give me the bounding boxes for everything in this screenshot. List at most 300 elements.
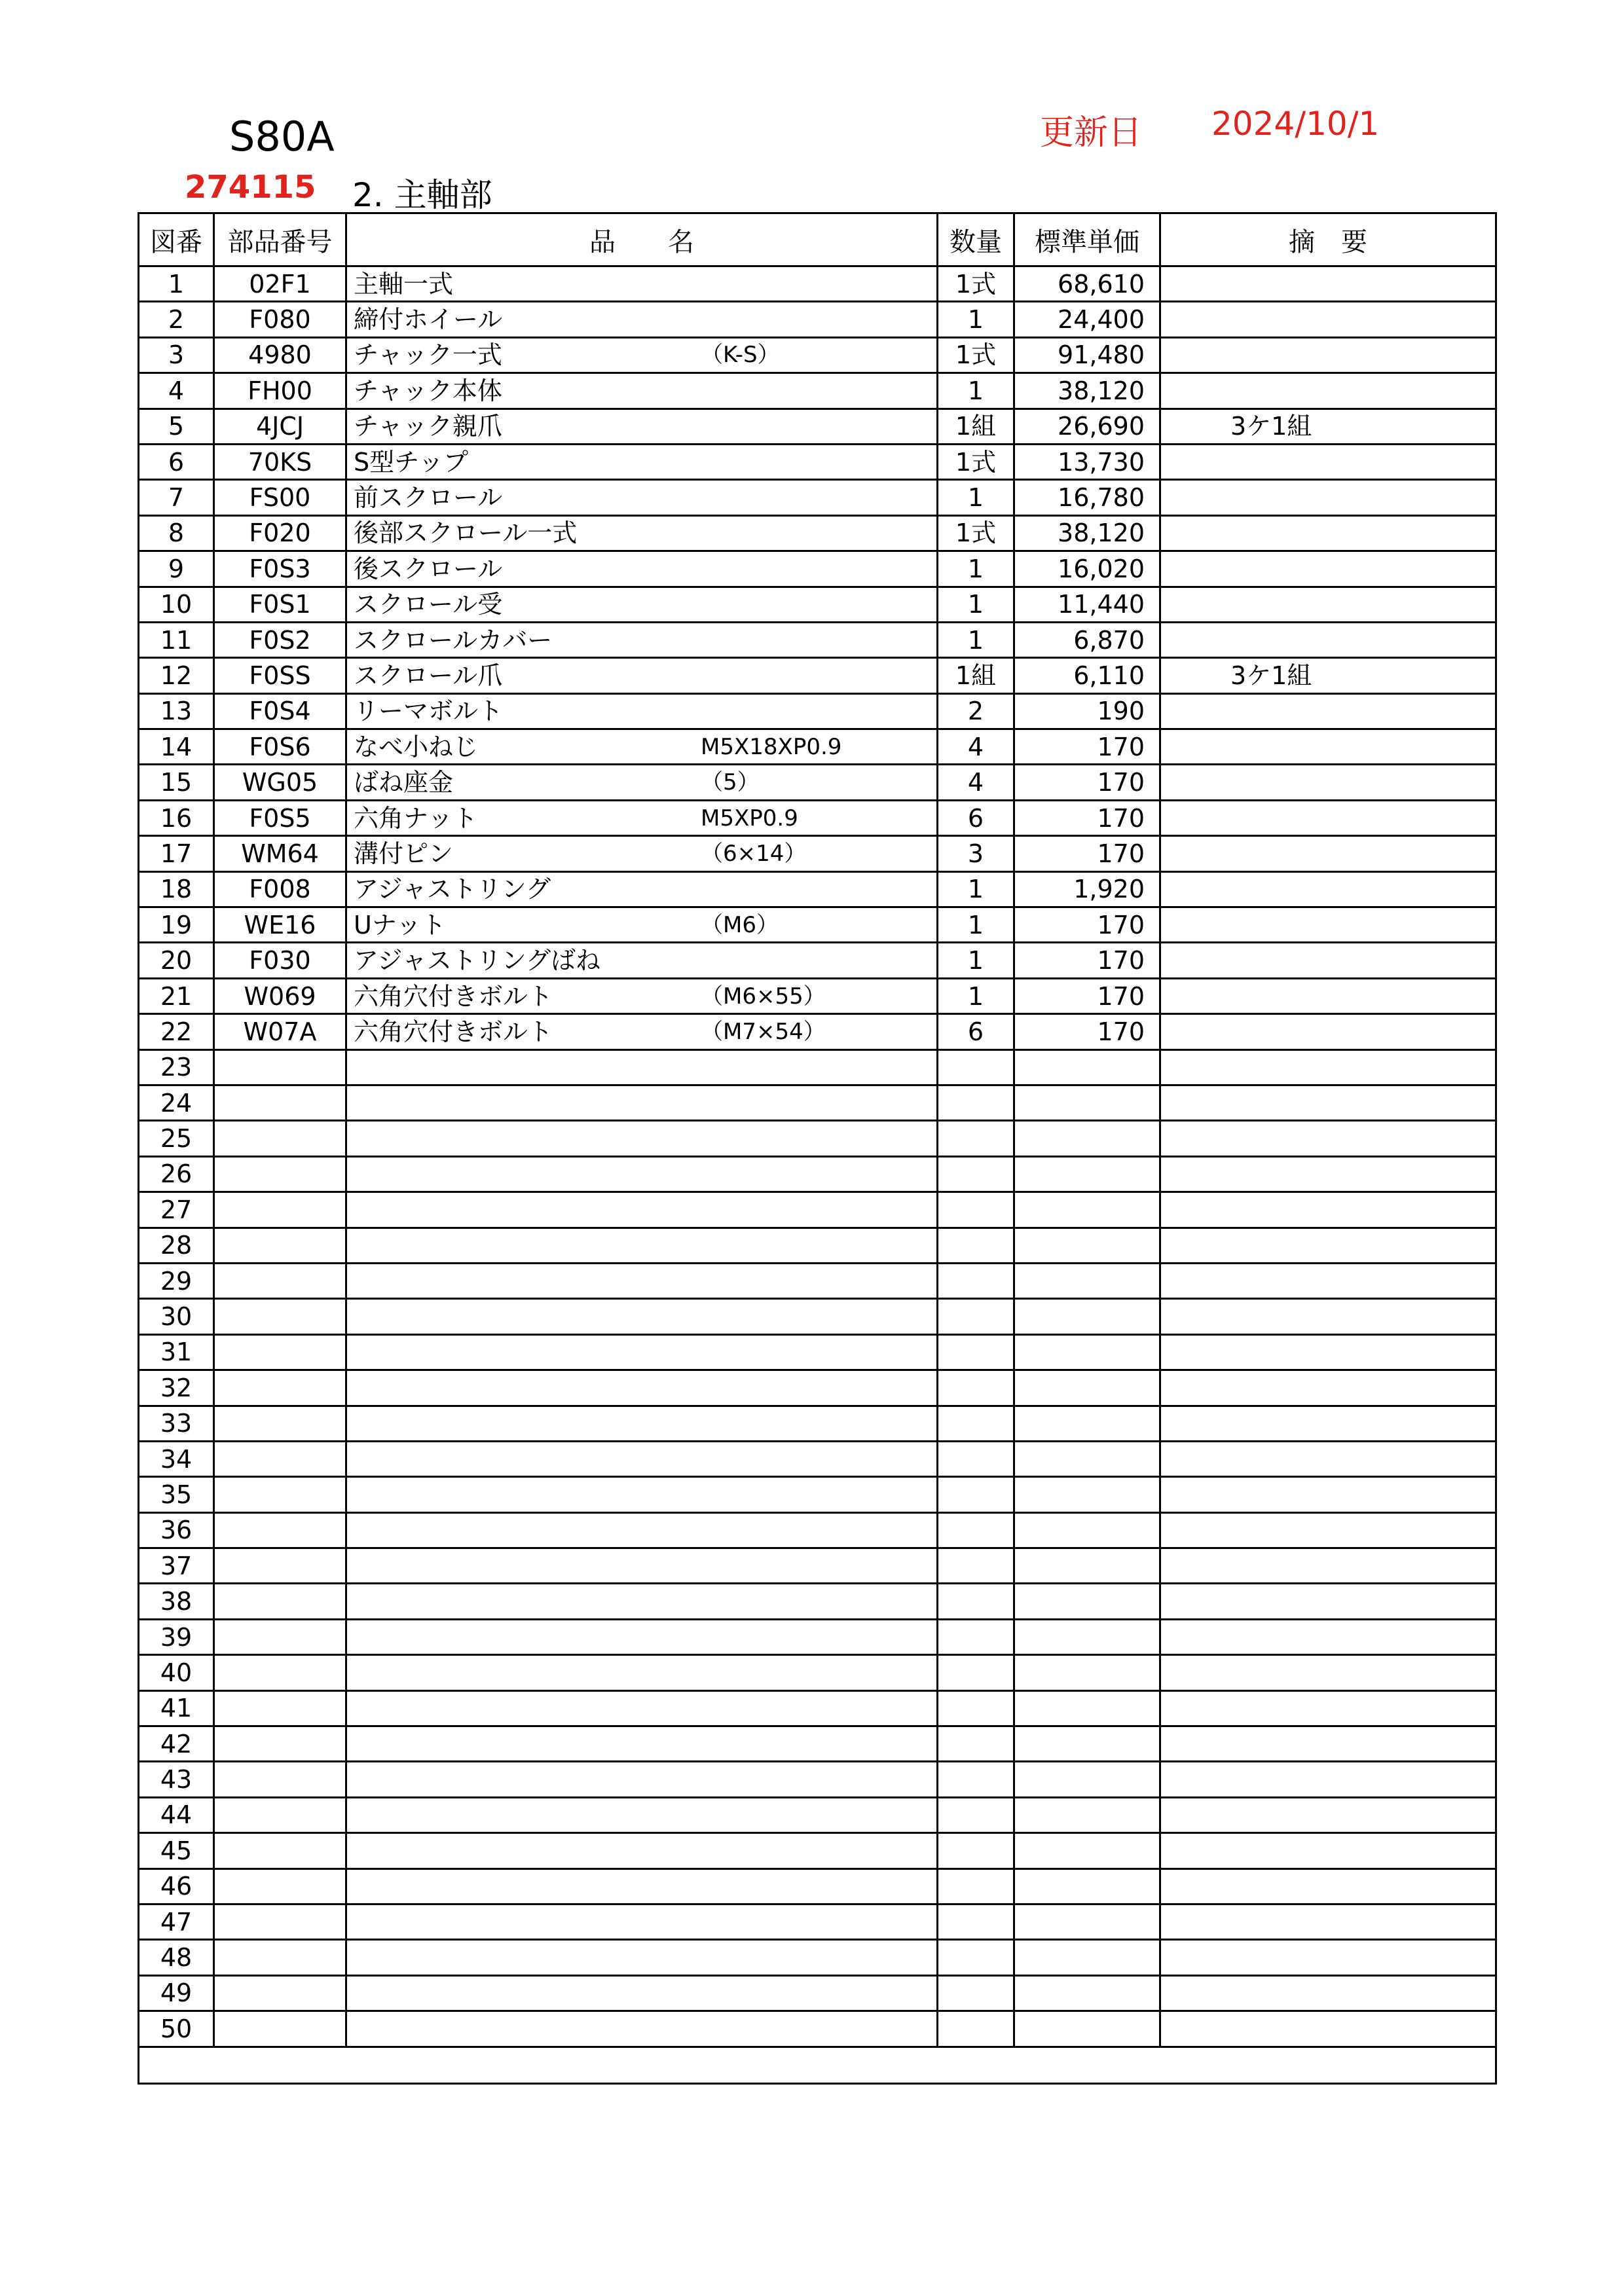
cell-part-number	[214, 1868, 346, 1904]
cell-quantity	[938, 1762, 1014, 1797]
table-row	[139, 1797, 1496, 1832]
cell-quantity	[938, 1619, 1014, 1654]
table-row	[139, 444, 1496, 479]
cell-part-number: WE16	[214, 907, 346, 943]
cell-part-number	[214, 1299, 346, 1334]
cell-note	[1160, 337, 1496, 373]
cell-note	[1160, 1228, 1496, 1263]
cell-part-number: F0SS	[214, 658, 346, 693]
cell-unit-price	[1014, 1263, 1160, 1298]
cell-unit-price	[1014, 1868, 1160, 1904]
cell-unit-price	[1014, 1833, 1160, 1868]
cell-note	[1160, 871, 1496, 907]
cell-note: 3ケ1組	[1160, 658, 1496, 693]
cell-drawing-no: 49	[139, 1975, 214, 2011]
table-row	[139, 1975, 1496, 2011]
cell-drawing-no: 15	[139, 765, 214, 800]
cell-drawing-no: 7	[139, 480, 214, 515]
cell-note	[1160, 1156, 1496, 1192]
cell-unit-price	[1014, 1690, 1160, 1726]
part-spec-text: （5）	[701, 769, 760, 796]
table-row	[139, 337, 1496, 373]
cell-part-name	[346, 302, 938, 337]
table-row	[139, 1868, 1496, 1904]
document-code: 274115	[185, 169, 316, 206]
table-row	[139, 1726, 1496, 1762]
cell-part-name	[346, 409, 938, 444]
cell-drawing-no: 47	[139, 1904, 214, 1939]
cell-part-number	[214, 1940, 346, 1975]
cell-quantity: 4	[938, 765, 1014, 800]
cell-note	[1160, 1904, 1496, 1939]
cell-quantity: 2	[938, 693, 1014, 729]
table-row	[139, 729, 1496, 765]
cell-note	[1160, 551, 1496, 587]
cell-quantity: 1	[938, 373, 1014, 409]
cell-drawing-no: 43	[139, 1762, 214, 1797]
cell-part-number	[214, 1584, 346, 1619]
cell-part-name	[346, 1512, 938, 1548]
part-name-text: 後部スクロール一式	[354, 519, 578, 548]
cell-part-name	[346, 1370, 938, 1406]
part-name-text: Uナット	[354, 910, 447, 939]
cell-quantity	[938, 1975, 1014, 2011]
cell-drawing-no: 50	[139, 2011, 214, 2047]
cell-note	[1160, 1085, 1496, 1120]
cell-part-number: F020	[214, 515, 346, 551]
cell-unit-price	[1014, 1548, 1160, 1584]
part-name-text: スクロール爪	[354, 661, 503, 690]
cell-part-name	[346, 337, 938, 373]
cell-unit-price	[1014, 1192, 1160, 1228]
cell-unit-price: 11,440	[1014, 587, 1160, 622]
cell-drawing-no: 18	[139, 871, 214, 907]
cell-note	[1160, 1512, 1496, 1548]
cell-unit-price: 6,870	[1014, 622, 1160, 657]
cell-drawing-no: 24	[139, 1085, 214, 1120]
cell-part-number: F0S2	[214, 622, 346, 657]
cell-unit-price: 68,610	[1014, 266, 1160, 302]
cell-unit-price	[1014, 1085, 1160, 1120]
part-name-text: 後スクロール	[354, 554, 503, 583]
cell-quantity: 1組	[938, 658, 1014, 693]
cell-drawing-no: 46	[139, 1868, 214, 1904]
cell-unit-price: 170	[1014, 765, 1160, 800]
column-header-part-number: 部品番号	[214, 213, 346, 266]
cell-part-number: F030	[214, 943, 346, 978]
cell-part-number: 4980	[214, 337, 346, 373]
cell-drawing-no: 14	[139, 729, 214, 765]
cell-part-name	[346, 1228, 938, 1263]
footer-cell	[139, 2047, 1496, 2083]
part-spec-text: （6×14）	[701, 840, 807, 867]
cell-quantity	[938, 1584, 1014, 1619]
cell-quantity: 1式	[938, 337, 1014, 373]
cell-unit-price: 6,110	[1014, 658, 1160, 693]
cell-quantity: 6	[938, 1014, 1014, 1049]
cell-part-name	[346, 729, 938, 765]
cell-quantity	[938, 1868, 1014, 1904]
cell-drawing-no: 3	[139, 337, 214, 373]
cell-part-number: 70KS	[214, 444, 346, 479]
cell-unit-price: 170	[1014, 836, 1160, 871]
part-spec-text: （M6×55）	[701, 983, 826, 1010]
cell-unit-price	[1014, 1441, 1160, 1476]
cell-quantity: 4	[938, 729, 1014, 765]
column-header-no: 図番	[139, 213, 214, 266]
cell-quantity	[938, 1085, 1014, 1120]
table-row	[139, 587, 1496, 622]
cell-unit-price: 38,120	[1014, 373, 1160, 409]
cell-part-number	[214, 1512, 346, 1548]
table-row	[139, 800, 1496, 835]
cell-part-name	[346, 551, 938, 587]
cell-quantity	[938, 1334, 1014, 1370]
column-header-note: 摘 要	[1160, 213, 1496, 266]
cell-part-number	[214, 1762, 346, 1797]
cell-drawing-no: 28	[139, 1228, 214, 1263]
cell-unit-price	[1014, 1584, 1160, 1619]
part-name-text: 六角穴付きボルト	[354, 1017, 553, 1046]
cell-part-name	[346, 1548, 938, 1584]
cell-part-number: F0S1	[214, 587, 346, 622]
column-header-name: 品 名	[346, 213, 938, 266]
cell-note	[1160, 302, 1496, 337]
cell-drawing-no: 38	[139, 1584, 214, 1619]
part-name-text: スクロールカバー	[354, 625, 553, 655]
cell-part-number: F0S6	[214, 729, 346, 765]
cell-quantity	[938, 1370, 1014, 1406]
table-row	[139, 907, 1496, 943]
cell-drawing-no: 27	[139, 1192, 214, 1228]
cell-unit-price	[1014, 1334, 1160, 1370]
cell-part-number: FH00	[214, 373, 346, 409]
model-name: S80A	[229, 113, 335, 160]
cell-quantity: 1式	[938, 444, 1014, 479]
table-header-row	[139, 213, 1496, 266]
cell-unit-price: 170	[1014, 978, 1160, 1013]
cell-quantity	[938, 2011, 1014, 2047]
cell-part-name	[346, 1797, 938, 1832]
table-row	[139, 1833, 1496, 1868]
cell-drawing-no: 5	[139, 409, 214, 444]
cell-part-name	[346, 658, 938, 693]
table-row	[139, 1299, 1496, 1334]
table-row	[139, 1477, 1496, 1512]
cell-drawing-no: 2	[139, 302, 214, 337]
cell-unit-price: 26,690	[1014, 409, 1160, 444]
cell-unit-price	[1014, 1121, 1160, 1156]
cell-note	[1160, 765, 1496, 800]
cell-quantity: 1	[938, 622, 1014, 657]
cell-unit-price	[1014, 1406, 1160, 1441]
part-name-text: 溝付ピン	[354, 839, 454, 868]
cell-part-number	[214, 1370, 346, 1406]
cell-drawing-no: 42	[139, 1726, 214, 1762]
cell-part-name	[346, 765, 938, 800]
cell-part-name	[346, 1726, 938, 1762]
cell-unit-price	[1014, 1726, 1160, 1762]
cell-drawing-no: 26	[139, 1156, 214, 1192]
cell-unit-price	[1014, 1904, 1160, 1939]
part-spec-text: M5XP0.9	[701, 805, 798, 831]
cell-quantity	[938, 1548, 1014, 1584]
cell-part-number	[214, 1726, 346, 1762]
cell-unit-price: 170	[1014, 800, 1160, 835]
cell-part-name	[346, 1868, 938, 1904]
cell-part-name	[346, 1833, 938, 1868]
cell-drawing-no: 41	[139, 1690, 214, 1726]
part-spec-text: （K-S）	[701, 342, 780, 369]
cell-quantity	[938, 1904, 1014, 1939]
cell-part-name	[346, 1584, 938, 1619]
cell-drawing-no: 39	[139, 1619, 214, 1654]
cell-unit-price	[1014, 1619, 1160, 1654]
part-name-text: チャック本体	[354, 376, 502, 405]
cell-unit-price	[1014, 1512, 1160, 1548]
cell-part-name	[346, 943, 938, 978]
cell-quantity	[938, 1441, 1014, 1476]
cell-unit-price	[1014, 1797, 1160, 1832]
cell-note	[1160, 1014, 1496, 1049]
table-row	[139, 409, 1496, 444]
cell-note	[1160, 1726, 1496, 1762]
table-row	[139, 1619, 1496, 1654]
cell-quantity: 1式	[938, 515, 1014, 551]
table-row	[139, 693, 1496, 729]
cell-drawing-no: 35	[139, 1477, 214, 1512]
cell-drawing-no: 21	[139, 978, 214, 1013]
cell-drawing-no: 1	[139, 266, 214, 302]
cell-quantity	[938, 1477, 1014, 1512]
part-name-text: 締付ホイール	[354, 305, 503, 335]
cell-unit-price	[1014, 1655, 1160, 1690]
cell-drawing-no: 32	[139, 1370, 214, 1406]
cell-note	[1160, 1655, 1496, 1690]
cell-drawing-no: 37	[139, 1548, 214, 1584]
cell-quantity	[938, 1833, 1014, 1868]
cell-part-name	[346, 1263, 938, 1298]
cell-part-name	[346, 587, 938, 622]
cell-note	[1160, 836, 1496, 871]
cell-part-name	[346, 1156, 938, 1192]
cell-note	[1160, 1619, 1496, 1654]
cell-unit-price: 13,730	[1014, 444, 1160, 479]
cell-note	[1160, 1940, 1496, 1975]
cell-quantity: 1式	[938, 266, 1014, 302]
part-name-text: スクロール受	[354, 590, 503, 619]
update-date-value: 2024/10/1	[1211, 105, 1380, 143]
cell-note	[1160, 943, 1496, 978]
cell-quantity	[938, 1263, 1014, 1298]
cell-part-name	[346, 1014, 938, 1049]
cell-note	[1160, 622, 1496, 657]
cell-unit-price: 170	[1014, 1014, 1160, 1049]
cell-unit-price: 91,480	[1014, 337, 1160, 373]
cell-unit-price: 170	[1014, 907, 1160, 943]
table-row	[139, 1655, 1496, 1690]
cell-part-number	[214, 1192, 346, 1228]
table-row	[139, 1228, 1496, 1263]
cell-part-number: F080	[214, 302, 346, 337]
cell-unit-price	[1014, 1156, 1160, 1192]
table-row	[139, 943, 1496, 978]
cell-part-number: F008	[214, 871, 346, 907]
cell-part-name	[346, 266, 938, 302]
cell-note	[1160, 1406, 1496, 1441]
cell-part-name	[346, 444, 938, 479]
cell-quantity: 1	[938, 551, 1014, 587]
cell-part-name	[346, 1121, 938, 1156]
cell-quantity	[938, 1690, 1014, 1726]
cell-quantity	[938, 1299, 1014, 1334]
cell-note	[1160, 1584, 1496, 1619]
table-row	[139, 266, 1496, 302]
cell-note	[1160, 2011, 1496, 2047]
cell-part-number	[214, 2011, 346, 2047]
cell-part-name	[346, 515, 938, 551]
cell-note	[1160, 373, 1496, 409]
cell-drawing-no: 11	[139, 622, 214, 657]
cell-part-name	[346, 1049, 938, 1085]
cell-part-number	[214, 1228, 346, 1263]
cell-drawing-no: 13	[139, 693, 214, 729]
part-name-text: S型チップ	[354, 447, 468, 477]
update-date-label: 更新日	[1040, 113, 1143, 153]
cell-drawing-no: 12	[139, 658, 214, 693]
cell-part-number	[214, 1263, 346, 1298]
cell-quantity	[938, 1797, 1014, 1832]
cell-unit-price: 16,020	[1014, 551, 1160, 587]
cell-note	[1160, 1690, 1496, 1726]
part-name-text: アジャストリングばね	[354, 946, 600, 975]
cell-drawing-no: 4	[139, 373, 214, 409]
cell-part-name	[346, 1406, 938, 1441]
cell-note	[1160, 978, 1496, 1013]
cell-note	[1160, 1833, 1496, 1868]
cell-part-name	[346, 1904, 938, 1939]
part-name-text: 六角ナット	[354, 803, 478, 833]
cell-note	[1160, 1049, 1496, 1085]
cell-unit-price: 190	[1014, 693, 1160, 729]
cell-drawing-no: 45	[139, 1833, 214, 1868]
cell-part-number	[214, 1406, 346, 1441]
table-row	[139, 1512, 1496, 1548]
part-spec-text: （M6）	[701, 911, 779, 938]
cell-quantity: 6	[938, 800, 1014, 835]
cell-quantity	[938, 1228, 1014, 1263]
cell-quantity: 1	[938, 943, 1014, 978]
cell-quantity: 1組	[938, 409, 1014, 444]
cell-note	[1160, 1975, 1496, 2011]
part-spec-text: （M7×54）	[701, 1018, 826, 1045]
table-row	[139, 1192, 1496, 1228]
cell-part-number	[214, 1690, 346, 1726]
cell-note	[1160, 1441, 1496, 1476]
cell-unit-price: 1,920	[1014, 871, 1160, 907]
table-row	[139, 302, 1496, 337]
cell-drawing-no: 17	[139, 836, 214, 871]
cell-note	[1160, 1797, 1496, 1832]
cell-drawing-no: 22	[139, 1014, 214, 1049]
section-title: 2. 主軸部	[352, 176, 492, 214]
part-name-text: リーマボルト	[354, 697, 504, 726]
cell-quantity	[938, 1049, 1014, 1085]
cell-part-number	[214, 1975, 346, 2011]
cell-part-name	[346, 1690, 938, 1726]
cell-part-name	[346, 1975, 938, 2011]
table-row	[139, 836, 1496, 871]
cell-part-name	[346, 907, 938, 943]
cell-part-name	[346, 1299, 938, 1334]
cell-note	[1160, 1192, 1496, 1228]
cell-part-name	[346, 836, 938, 871]
cell-unit-price: 24,400	[1014, 302, 1160, 337]
cell-part-number: F0S3	[214, 551, 346, 587]
cell-note	[1160, 1299, 1496, 1334]
cell-unit-price	[1014, 1049, 1160, 1085]
table-row	[139, 978, 1496, 1013]
table-row	[139, 2011, 1496, 2047]
cell-part-number: F0S5	[214, 800, 346, 835]
cell-drawing-no: 6	[139, 444, 214, 479]
cell-note	[1160, 1334, 1496, 1370]
cell-drawing-no: 8	[139, 515, 214, 551]
part-name-text: 六角穴付きボルト	[354, 981, 553, 1011]
cell-note	[1160, 515, 1496, 551]
cell-unit-price	[1014, 1477, 1160, 1512]
cell-part-number: WM64	[214, 836, 346, 871]
cell-drawing-no: 33	[139, 1406, 214, 1441]
part-name-text: チャック一式	[354, 340, 502, 370]
table-row	[139, 480, 1496, 515]
cell-drawing-no: 44	[139, 1797, 214, 1832]
cell-note	[1160, 729, 1496, 765]
cell-part-name	[346, 1334, 938, 1370]
cell-quantity	[938, 1192, 1014, 1228]
cell-note	[1160, 800, 1496, 835]
cell-drawing-no: 31	[139, 1334, 214, 1370]
cell-part-number: F0S4	[214, 693, 346, 729]
cell-note	[1160, 1121, 1496, 1156]
cell-part-name	[346, 1477, 938, 1512]
table-row	[139, 765, 1496, 800]
table-row	[139, 658, 1496, 693]
cell-quantity	[938, 1940, 1014, 1975]
cell-part-number	[214, 1156, 346, 1192]
cell-note: 3ケ1組	[1160, 409, 1496, 444]
table-row	[139, 1121, 1496, 1156]
cell-unit-price	[1014, 1299, 1160, 1334]
cell-note	[1160, 1477, 1496, 1512]
cell-drawing-no: 30	[139, 1299, 214, 1334]
cell-note	[1160, 444, 1496, 479]
cell-unit-price	[1014, 1940, 1160, 1975]
cell-part-number	[214, 1904, 346, 1939]
cell-note	[1160, 480, 1496, 515]
part-name-text: アジャストリング	[354, 875, 551, 904]
cell-part-number	[214, 1833, 346, 1868]
table-row	[139, 1762, 1496, 1797]
cell-part-number: 02F1	[214, 266, 346, 302]
cell-part-number: FS00	[214, 480, 346, 515]
cell-quantity	[938, 1512, 1014, 1548]
cell-part-name	[346, 1619, 938, 1654]
cell-quantity	[938, 1726, 1014, 1762]
cell-note	[1160, 266, 1496, 302]
cell-part-number	[214, 1049, 346, 1085]
cell-unit-price	[1014, 2011, 1160, 2047]
